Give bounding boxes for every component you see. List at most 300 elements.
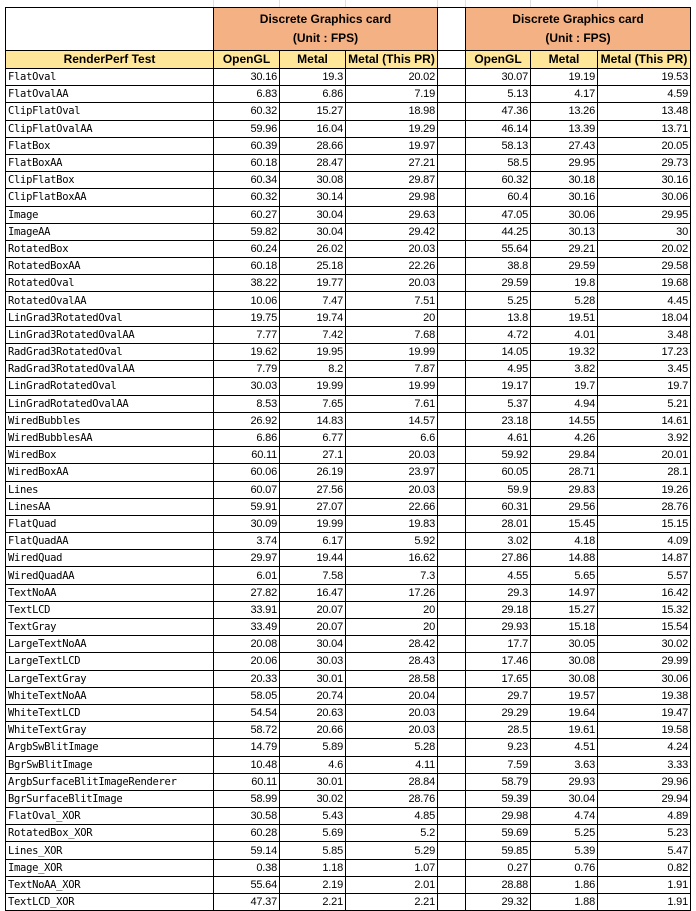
left-metal-cell[interactable]: 28.47 <box>280 154 346 171</box>
test-name-cell[interactable]: WiredBox <box>6 447 214 464</box>
gap-cell[interactable] <box>438 395 466 412</box>
left-metal-pr-cell[interactable]: 7.51 <box>346 292 438 309</box>
test-name-cell[interactable]: LinGradRotatedOvalAA <box>6 395 214 412</box>
left-opengl-cell[interactable]: 30.16 <box>214 69 280 86</box>
column-header-opengl[interactable]: OpenGL <box>466 51 531 69</box>
left-opengl-cell[interactable]: 58.99 <box>214 790 280 807</box>
right-metal-cell[interactable]: 3.82 <box>531 361 598 378</box>
right-opengl-cell[interactable]: 28.88 <box>466 876 531 893</box>
column-header-metal-pr[interactable]: Metal (This PR) <box>346 51 438 69</box>
right-metal-pr-cell[interactable]: 18.04 <box>598 309 691 326</box>
right-metal-cell[interactable]: 19.19 <box>531 69 598 86</box>
left-metal-cell[interactable]: 19.44 <box>280 550 346 567</box>
right-opengl-cell[interactable]: 5.37 <box>466 395 531 412</box>
right-metal-cell[interactable]: 19.8 <box>531 275 598 292</box>
gap-cell[interactable] <box>438 481 466 498</box>
left-metal-pr-cell[interactable]: 2.01 <box>346 876 438 893</box>
gap-cell[interactable] <box>438 206 466 223</box>
right-metal-cell[interactable]: 14.97 <box>531 584 598 601</box>
right-opengl-cell[interactable]: 29.3 <box>466 584 531 601</box>
left-opengl-cell[interactable]: 60.11 <box>214 447 280 464</box>
gap-cell[interactable] <box>438 137 466 154</box>
gap-cell[interactable] <box>438 808 466 825</box>
test-name-cell[interactable]: ClipFlatBox <box>6 172 214 189</box>
right-metal-cell[interactable]: 30.16 <box>531 189 598 206</box>
gap-cell[interactable] <box>438 447 466 464</box>
left-opengl-cell[interactable]: 6.86 <box>214 429 280 446</box>
right-metal-cell[interactable]: 1.86 <box>531 876 598 893</box>
right-metal-cell[interactable]: 4.18 <box>531 533 598 550</box>
left-opengl-cell[interactable]: 30.58 <box>214 808 280 825</box>
right-metal-pr-cell[interactable]: 15.54 <box>598 619 691 636</box>
right-metal-pr-cell[interactable]: 4.24 <box>598 739 691 756</box>
test-name-cell[interactable]: WhiteTextGray <box>6 722 214 739</box>
right-opengl-cell[interactable]: 17.7 <box>466 636 531 653</box>
right-opengl-cell[interactable]: 38.8 <box>466 258 531 275</box>
right-metal-cell[interactable]: 29.56 <box>531 498 598 515</box>
left-metal-cell[interactable]: 26.02 <box>280 240 346 257</box>
left-metal-pr-cell[interactable]: 5.29 <box>346 842 438 859</box>
right-metal-pr-cell[interactable]: 15.32 <box>598 601 691 618</box>
right-metal-pr-cell[interactable]: 4.45 <box>598 292 691 309</box>
left-metal-cell[interactable]: 27.07 <box>280 498 346 515</box>
test-name-cell[interactable]: FlatBox <box>6 137 214 154</box>
test-name-cell[interactable]: TextLCD_XOR <box>6 894 214 911</box>
left-metal-pr-cell[interactable]: 4.85 <box>346 808 438 825</box>
right-metal-cell[interactable]: 30.04 <box>531 790 598 807</box>
left-metal-cell[interactable]: 6.86 <box>280 86 346 103</box>
test-name-cell[interactable]: ClipFlatOval <box>6 103 214 120</box>
test-name-cell[interactable]: LargeTextLCD <box>6 653 214 670</box>
right-metal-pr-cell[interactable]: 16.42 <box>598 584 691 601</box>
right-metal-pr-cell[interactable]: 30.06 <box>598 670 691 687</box>
right-metal-pr-cell[interactable]: 4.89 <box>598 808 691 825</box>
gap-cell[interactable] <box>438 103 466 120</box>
test-name-cell[interactable]: LinGrad3RotatedOval <box>6 309 214 326</box>
left-opengl-cell[interactable]: 59.96 <box>214 120 280 137</box>
gap-cell[interactable] <box>438 773 466 790</box>
right-metal-cell[interactable]: 14.55 <box>531 412 598 429</box>
right-opengl-cell[interactable]: 46.14 <box>466 120 531 137</box>
left-metal-cell[interactable]: 5.69 <box>280 825 346 842</box>
test-name-cell[interactable]: WiredBubblesAA <box>6 429 214 446</box>
left-metal-pr-cell[interactable]: 20.03 <box>346 275 438 292</box>
right-metal-pr-cell[interactable]: 29.58 <box>598 258 691 275</box>
left-metal-pr-cell[interactable]: 28.58 <box>346 670 438 687</box>
left-opengl-cell[interactable]: 6.01 <box>214 567 280 584</box>
left-metal-pr-cell[interactable]: 28.42 <box>346 636 438 653</box>
left-opengl-cell[interactable]: 60.06 <box>214 464 280 481</box>
gap-cell[interactable] <box>438 567 466 584</box>
test-name-cell[interactable]: FlatOvalAA <box>6 86 214 103</box>
right-opengl-cell[interactable]: 29.93 <box>466 619 531 636</box>
right-opengl-cell[interactable]: 4.72 <box>466 326 531 343</box>
test-name-cell[interactable]: Image_XOR <box>6 859 214 876</box>
right-metal-cell[interactable]: 30.18 <box>531 172 598 189</box>
right-metal-cell[interactable]: 3.63 <box>531 756 598 773</box>
right-opengl-cell[interactable]: 55.64 <box>466 240 531 257</box>
right-opengl-cell[interactable]: 17.46 <box>466 653 531 670</box>
right-metal-cell[interactable]: 30.08 <box>531 653 598 670</box>
left-metal-pr-cell[interactable]: 19.83 <box>346 515 438 532</box>
right-opengl-cell[interactable]: 3.02 <box>466 533 531 550</box>
left-opengl-cell[interactable]: 7.77 <box>214 326 280 343</box>
right-opengl-cell[interactable]: 29.59 <box>466 275 531 292</box>
gap-cell[interactable] <box>438 842 466 859</box>
right-metal-pr-cell[interactable]: 20.02 <box>598 240 691 257</box>
right-opengl-cell[interactable]: 47.05 <box>466 206 531 223</box>
gap-cell[interactable] <box>438 739 466 756</box>
left-opengl-cell[interactable]: 33.49 <box>214 619 280 636</box>
right-opengl-cell[interactable]: 9.23 <box>466 739 531 756</box>
left-metal-pr-cell[interactable]: 2.21 <box>346 894 438 911</box>
left-metal-pr-cell[interactable]: 19.99 <box>346 378 438 395</box>
left-metal-cell[interactable]: 2.21 <box>280 894 346 911</box>
left-metal-pr-cell[interactable]: 6.6 <box>346 429 438 446</box>
right-metal-cell[interactable]: 19.64 <box>531 704 598 721</box>
right-opengl-cell[interactable]: 14.05 <box>466 344 531 361</box>
test-name-cell[interactable]: TextNoAA_XOR <box>6 876 214 893</box>
left-metal-pr-cell[interactable]: 23.97 <box>346 464 438 481</box>
test-name-cell[interactable]: WiredBoxAA <box>6 464 214 481</box>
right-opengl-cell[interactable]: 4.55 <box>466 567 531 584</box>
left-opengl-cell[interactable]: 47.37 <box>214 894 280 911</box>
right-metal-pr-cell[interactable]: 30.06 <box>598 189 691 206</box>
left-opengl-cell[interactable]: 29.97 <box>214 550 280 567</box>
gap-cell[interactable] <box>438 515 466 532</box>
right-opengl-cell[interactable]: 59.39 <box>466 790 531 807</box>
test-name-cell[interactable]: Lines <box>6 481 214 498</box>
left-metal-cell[interactable]: 6.17 <box>280 533 346 550</box>
left-metal-cell[interactable]: 20.63 <box>280 704 346 721</box>
right-metal-cell[interactable]: 19.61 <box>531 722 598 739</box>
right-opengl-cell[interactable]: 5.13 <box>466 86 531 103</box>
left-metal-pr-cell[interactable]: 29.63 <box>346 206 438 223</box>
right-metal-cell[interactable]: 5.39 <box>531 842 598 859</box>
left-opengl-cell[interactable]: 59.91 <box>214 498 280 515</box>
test-name-cell[interactable]: LinesAA <box>6 498 214 515</box>
left-opengl-cell[interactable]: 58.72 <box>214 722 280 739</box>
left-opengl-cell[interactable]: 26.92 <box>214 412 280 429</box>
right-metal-pr-cell[interactable]: 29.96 <box>598 773 691 790</box>
right-metal-cell[interactable]: 29.83 <box>531 481 598 498</box>
left-metal-cell[interactable]: 1.18 <box>280 859 346 876</box>
left-metal-pr-cell[interactable]: 19.99 <box>346 344 438 361</box>
gap-cell[interactable] <box>438 687 466 704</box>
left-metal-cell[interactable]: 8.2 <box>280 361 346 378</box>
right-metal-pr-cell[interactable]: 29.94 <box>598 790 691 807</box>
left-opengl-cell[interactable]: 60.18 <box>214 258 280 275</box>
gap-cell[interactable] <box>438 619 466 636</box>
left-metal-cell[interactable]: 5.43 <box>280 808 346 825</box>
left-metal-pr-cell[interactable]: 20.03 <box>346 704 438 721</box>
right-metal-pr-cell[interactable]: 3.33 <box>598 756 691 773</box>
left-opengl-cell[interactable]: 60.27 <box>214 206 280 223</box>
right-metal-pr-cell[interactable]: 19.58 <box>598 722 691 739</box>
left-metal-pr-cell[interactable]: 22.66 <box>346 498 438 515</box>
right-metal-pr-cell[interactable]: 15.15 <box>598 515 691 532</box>
left-metal-pr-cell[interactable]: 20 <box>346 619 438 636</box>
column-header-metal[interactable]: Metal <box>280 51 346 69</box>
right-metal-cell[interactable]: 4.51 <box>531 739 598 756</box>
gap-cell[interactable] <box>438 51 466 69</box>
test-name-cell[interactable]: WiredQuadAA <box>6 567 214 584</box>
left-metal-cell[interactable]: 6.77 <box>280 429 346 446</box>
left-opengl-cell[interactable]: 33.91 <box>214 601 280 618</box>
gap-cell[interactable] <box>438 653 466 670</box>
left-opengl-cell[interactable]: 30.03 <box>214 378 280 395</box>
right-opengl-cell[interactable]: 60.31 <box>466 498 531 515</box>
right-metal-pr-cell[interactable]: 14.87 <box>598 550 691 567</box>
gap-cell[interactable] <box>438 240 466 257</box>
left-metal-cell[interactable]: 30.08 <box>280 172 346 189</box>
left-metal-cell[interactable]: 7.42 <box>280 326 346 343</box>
left-metal-pr-cell[interactable]: 17.26 <box>346 584 438 601</box>
right-metal-pr-cell[interactable]: 3.48 <box>598 326 691 343</box>
left-metal-cell[interactable]: 2.19 <box>280 876 346 893</box>
left-metal-cell[interactable]: 19.74 <box>280 309 346 326</box>
gap-cell[interactable] <box>438 670 466 687</box>
left-metal-cell[interactable]: 16.47 <box>280 584 346 601</box>
right-metal-pr-cell[interactable]: 28.1 <box>598 464 691 481</box>
left-metal-pr-cell[interactable]: 20.03 <box>346 481 438 498</box>
left-opengl-cell[interactable]: 20.33 <box>214 670 280 687</box>
left-metal-pr-cell[interactable]: 20.03 <box>346 722 438 739</box>
left-metal-cell[interactable]: 7.47 <box>280 292 346 309</box>
test-name-cell[interactable]: WhiteTextNoAA <box>6 687 214 704</box>
gap-cell[interactable] <box>438 601 466 618</box>
left-metal-pr-cell[interactable]: 29.42 <box>346 223 438 240</box>
left-opengl-cell[interactable]: 19.75 <box>214 309 280 326</box>
right-metal-pr-cell[interactable]: 1.91 <box>598 876 691 893</box>
left-metal-cell[interactable]: 19.77 <box>280 275 346 292</box>
left-metal-cell[interactable]: 27.1 <box>280 447 346 464</box>
left-metal-pr-cell[interactable]: 18.98 <box>346 103 438 120</box>
column-header-opengl[interactable]: OpenGL <box>214 51 280 69</box>
left-metal-cell[interactable]: 19.99 <box>280 378 346 395</box>
right-opengl-cell[interactable]: 19.17 <box>466 378 531 395</box>
gap-cell[interactable] <box>438 120 466 137</box>
right-metal-pr-cell[interactable]: 0.82 <box>598 859 691 876</box>
left-metal-cell[interactable]: 20.07 <box>280 619 346 636</box>
left-metal-pr-cell[interactable]: 5.92 <box>346 533 438 550</box>
right-metal-cell[interactable]: 29.95 <box>531 154 598 171</box>
test-name-cell[interactable]: TextLCD <box>6 601 214 618</box>
gap-cell[interactable] <box>438 825 466 842</box>
right-metal-pr-cell[interactable]: 29.73 <box>598 154 691 171</box>
gap-cell[interactable] <box>438 704 466 721</box>
right-opengl-cell[interactable]: 5.25 <box>466 292 531 309</box>
right-metal-cell[interactable]: 29.59 <box>531 258 598 275</box>
right-metal-pr-cell[interactable]: 1.91 <box>598 894 691 911</box>
left-metal-cell[interactable]: 30.04 <box>280 636 346 653</box>
left-metal-cell[interactable]: 25.18 <box>280 258 346 275</box>
right-metal-pr-cell[interactable]: 19.26 <box>598 481 691 498</box>
right-metal-pr-cell[interactable]: 29.99 <box>598 653 691 670</box>
left-metal-cell[interactable]: 4.6 <box>280 756 346 773</box>
left-metal-cell[interactable]: 19.99 <box>280 515 346 532</box>
right-metal-cell[interactable]: 4.17 <box>531 86 598 103</box>
test-name-cell[interactable]: FlatQuadAA <box>6 533 214 550</box>
right-metal-pr-cell[interactable]: 13.48 <box>598 103 691 120</box>
left-metal-cell[interactable]: 26.19 <box>280 464 346 481</box>
right-metal-cell[interactable]: 19.57 <box>531 687 598 704</box>
left-metal-cell[interactable]: 30.14 <box>280 189 346 206</box>
left-opengl-cell[interactable]: 10.48 <box>214 756 280 773</box>
right-opengl-cell[interactable]: 0.27 <box>466 859 531 876</box>
right-metal-cell[interactable]: 19.51 <box>531 309 598 326</box>
left-metal-cell[interactable]: 30.01 <box>280 670 346 687</box>
test-name-cell[interactable]: LargeTextGray <box>6 670 214 687</box>
blank-cell[interactable] <box>6 8 214 51</box>
left-opengl-cell[interactable]: 27.82 <box>214 584 280 601</box>
test-name-cell[interactable]: Image <box>6 206 214 223</box>
column-header-metal[interactable]: Metal <box>531 51 598 69</box>
left-metal-cell[interactable]: 5.85 <box>280 842 346 859</box>
left-metal-cell[interactable]: 7.65 <box>280 395 346 412</box>
left-metal-pr-cell[interactable]: 28.84 <box>346 773 438 790</box>
left-opengl-cell[interactable]: 20.08 <box>214 636 280 653</box>
gap-cell[interactable] <box>438 722 466 739</box>
gap-cell[interactable] <box>438 859 466 876</box>
right-metal-pr-cell[interactable]: 19.7 <box>598 378 691 395</box>
left-opengl-cell[interactable]: 60.32 <box>214 103 280 120</box>
left-opengl-cell[interactable]: 0.38 <box>214 859 280 876</box>
test-name-cell[interactable]: ImageAA <box>6 223 214 240</box>
gap-cell[interactable] <box>438 8 466 51</box>
left-metal-pr-cell[interactable]: 7.61 <box>346 395 438 412</box>
right-opengl-cell[interactable]: 59.85 <box>466 842 531 859</box>
right-opengl-cell[interactable]: 27.86 <box>466 550 531 567</box>
right-opengl-cell[interactable]: 30.07 <box>466 69 531 86</box>
test-name-cell[interactable]: RotatedBoxAA <box>6 258 214 275</box>
left-metal-pr-cell[interactable]: 28.76 <box>346 790 438 807</box>
right-metal-cell[interactable]: 4.94 <box>531 395 598 412</box>
right-metal-pr-cell[interactable]: 5.21 <box>598 395 691 412</box>
column-header-test[interactable]: RenderPerf Test <box>6 51 214 69</box>
right-opengl-cell[interactable]: 28.01 <box>466 515 531 532</box>
test-name-cell[interactable]: BgrSwBlitImage <box>6 756 214 773</box>
right-metal-pr-cell[interactable]: 17.23 <box>598 344 691 361</box>
right-opengl-cell[interactable]: 29.7 <box>466 687 531 704</box>
right-metal-cell[interactable]: 19.32 <box>531 344 598 361</box>
left-opengl-cell[interactable]: 60.32 <box>214 189 280 206</box>
test-name-cell[interactable]: FlatBoxAA <box>6 154 214 171</box>
gap-cell[interactable] <box>438 275 466 292</box>
right-metal-cell[interactable]: 27.43 <box>531 137 598 154</box>
right-opengl-cell[interactable]: 60.32 <box>466 172 531 189</box>
gap-cell[interactable] <box>438 378 466 395</box>
right-metal-cell[interactable]: 5.65 <box>531 567 598 584</box>
right-metal-pr-cell[interactable]: 19.47 <box>598 704 691 721</box>
right-opengl-cell[interactable]: 4.95 <box>466 361 531 378</box>
right-metal-pr-cell[interactable]: 5.23 <box>598 825 691 842</box>
left-metal-pr-cell[interactable]: 4.11 <box>346 756 438 773</box>
gap-cell[interactable] <box>438 154 466 171</box>
left-opengl-cell[interactable]: 19.62 <box>214 344 280 361</box>
right-opengl-cell[interactable]: 29.98 <box>466 808 531 825</box>
right-opengl-cell[interactable]: 58.13 <box>466 137 531 154</box>
right-metal-pr-cell[interactable]: 29.95 <box>598 206 691 223</box>
right-metal-cell[interactable]: 4.74 <box>531 808 598 825</box>
left-metal-pr-cell[interactable]: 29.87 <box>346 172 438 189</box>
right-opengl-cell[interactable]: 59.69 <box>466 825 531 842</box>
right-metal-cell[interactable]: 4.01 <box>531 326 598 343</box>
test-name-cell[interactable]: WiredBubbles <box>6 412 214 429</box>
left-metal-pr-cell[interactable]: 7.3 <box>346 567 438 584</box>
left-metal-pr-cell[interactable]: 20.02 <box>346 69 438 86</box>
right-metal-cell[interactable]: 28.71 <box>531 464 598 481</box>
left-metal-cell[interactable]: 30.03 <box>280 653 346 670</box>
right-opengl-cell[interactable]: 60.4 <box>466 189 531 206</box>
left-opengl-cell[interactable]: 60.18 <box>214 154 280 171</box>
left-metal-pr-cell[interactable]: 14.57 <box>346 412 438 429</box>
group-header-right[interactable] <box>466 8 691 51</box>
left-opengl-cell[interactable]: 14.79 <box>214 739 280 756</box>
left-opengl-cell[interactable]: 8.53 <box>214 395 280 412</box>
left-metal-pr-cell[interactable]: 29.98 <box>346 189 438 206</box>
right-metal-cell[interactable]: 1.88 <box>531 894 598 911</box>
right-metal-cell[interactable]: 30.06 <box>531 206 598 223</box>
left-metal-pr-cell[interactable]: 7.87 <box>346 361 438 378</box>
gap-cell[interactable] <box>438 756 466 773</box>
test-name-cell[interactable]: WhiteTextLCD <box>6 704 214 721</box>
right-opengl-cell[interactable]: 17.65 <box>466 670 531 687</box>
right-metal-cell[interactable]: 5.25 <box>531 825 598 842</box>
gap-cell[interactable] <box>438 189 466 206</box>
test-name-cell[interactable]: ClipFlatBoxAA <box>6 189 214 206</box>
gap-cell[interactable] <box>438 498 466 515</box>
left-opengl-cell[interactable]: 6.83 <box>214 86 280 103</box>
left-metal-cell[interactable]: 15.27 <box>280 103 346 120</box>
right-metal-cell[interactable]: 29.93 <box>531 773 598 790</box>
gap-cell[interactable] <box>438 69 466 86</box>
left-opengl-cell[interactable]: 30.09 <box>214 515 280 532</box>
right-opengl-cell[interactable]: 23.18 <box>466 412 531 429</box>
right-metal-cell[interactable]: 29.21 <box>531 240 598 257</box>
test-name-cell[interactable]: FlatOval <box>6 69 214 86</box>
left-metal-pr-cell[interactable]: 19.97 <box>346 137 438 154</box>
left-opengl-cell[interactable]: 60.39 <box>214 137 280 154</box>
left-metal-cell[interactable]: 19.3 <box>280 69 346 86</box>
left-metal-cell[interactable]: 30.01 <box>280 773 346 790</box>
right-opengl-cell[interactable]: 60.05 <box>466 464 531 481</box>
left-opengl-cell[interactable]: 54.54 <box>214 704 280 721</box>
gap-cell[interactable] <box>438 172 466 189</box>
gap-cell[interactable] <box>438 876 466 893</box>
test-name-cell[interactable]: TextGray <box>6 619 214 636</box>
column-header-metal-pr[interactable]: Metal (This PR) <box>598 51 691 69</box>
left-opengl-cell[interactable]: 60.28 <box>214 825 280 842</box>
right-metal-cell[interactable]: 15.45 <box>531 515 598 532</box>
left-metal-cell[interactable]: 5.89 <box>280 739 346 756</box>
left-metal-pr-cell[interactable]: 5.28 <box>346 739 438 756</box>
right-metal-cell[interactable]: 13.26 <box>531 103 598 120</box>
right-metal-pr-cell[interactable]: 13.71 <box>598 120 691 137</box>
right-metal-cell[interactable]: 30.08 <box>531 670 598 687</box>
left-opengl-cell[interactable]: 20.06 <box>214 653 280 670</box>
gap-cell[interactable] <box>438 790 466 807</box>
left-metal-cell[interactable]: 30.04 <box>280 223 346 240</box>
left-opengl-cell[interactable]: 60.07 <box>214 481 280 498</box>
group-header-left[interactable] <box>214 8 438 51</box>
left-opengl-cell[interactable]: 55.64 <box>214 876 280 893</box>
left-metal-pr-cell[interactable]: 20.03 <box>346 240 438 257</box>
test-name-cell[interactable]: RadGrad3RotatedOval <box>6 344 214 361</box>
gap-cell[interactable] <box>438 258 466 275</box>
test-name-cell[interactable]: RotatedOvalAA <box>6 292 214 309</box>
right-metal-cell[interactable]: 29.84 <box>531 447 598 464</box>
